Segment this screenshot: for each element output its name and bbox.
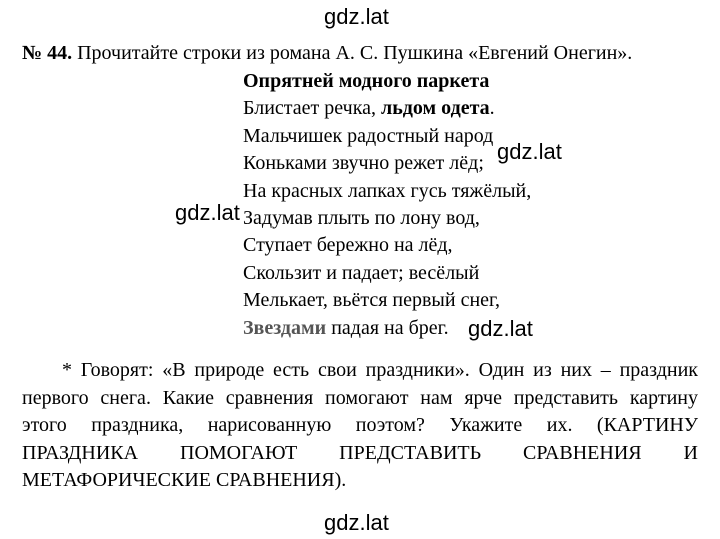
poem-line-10-highlight: Звездами bbox=[243, 316, 327, 339]
poem-line-3: Мальчишек радостный народ bbox=[243, 124, 494, 147]
watermark-bottom: gdz.lat bbox=[324, 510, 389, 535]
poem-line-8: Скользит и падает; весёлый bbox=[243, 261, 480, 284]
poem-line-6: Задумав плыть по лону вод, bbox=[243, 207, 480, 230]
watermark-right: gdz.lat bbox=[497, 139, 562, 164]
poem-line-10 bbox=[243, 315, 531, 342]
task-number: № 44. bbox=[22, 42, 73, 64]
watermark-left: gdz.lat bbox=[175, 200, 240, 225]
poem bbox=[243, 68, 531, 342]
poem-line-2 bbox=[243, 95, 531, 122]
poem-line-7: Ступает бережно на лёд, bbox=[243, 234, 453, 257]
poem-line-2-end: . bbox=[489, 97, 495, 120]
poem-line-2-bold: льдом одета bbox=[381, 97, 490, 120]
task-instruction: Прочитайте строки из романа А. С. Пушкина «Евгений Онегин». bbox=[77, 42, 633, 64]
paragraph-row-1: * Говорят: «В природе есть свои праздники». Один из них – праздник bbox=[62, 359, 698, 381]
poem-line-9: Мелькает, вьётся первый снег, bbox=[243, 289, 500, 312]
paragraph-row-3: этого праздника, нарисованную поэтом? Укажите их. (КАРТИНУ bbox=[22, 414, 698, 436]
poem-line-2-start: Блистает речка, bbox=[243, 97, 376, 120]
watermark-lower: gdz.lat bbox=[468, 316, 533, 341]
poem-line-10-rest: падая на брег. bbox=[331, 316, 449, 339]
watermark-top: gdz.lat bbox=[324, 4, 389, 29]
poem-line-4: Коньками звучно режет лёд; bbox=[243, 152, 484, 175]
poem-line-1: Опрятней модного паркета bbox=[243, 70, 490, 92]
paragraph-row-4: ПРАЗДНИКА ПОМОГАЮТ ПРЕДСТАВИТЬ СРАВНЕНИЯ И bbox=[22, 441, 698, 464]
paragraph-row-2: первого снега. Какие сравнения помогают нам ярче представить картину bbox=[22, 386, 698, 409]
poem-line-5: На красных лапках гусь тяжёлый, bbox=[243, 179, 532, 202]
paragraph-row-5: МЕТАФОРИЧЕСКИЕ СРАВНЕНИЯ). bbox=[22, 469, 347, 491]
question-paragraph bbox=[22, 357, 698, 495]
task-heading bbox=[22, 42, 632, 65]
